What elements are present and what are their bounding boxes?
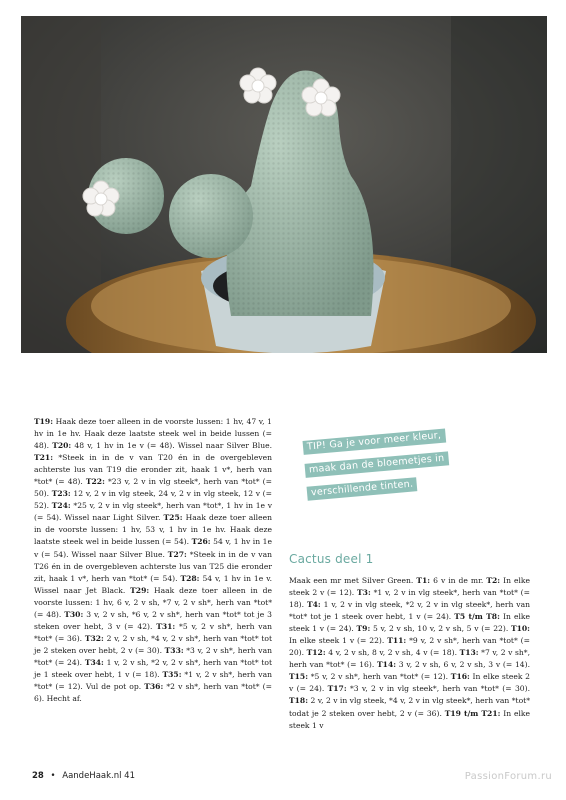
instruction-text: In elke steek 1 v (= 22). (289, 636, 388, 646)
round-label: T19 t/m T21: (444, 708, 501, 718)
instruction-text: Haak deze toer alleen in de voorste lussen: 1 hv, 6 v, 2 v sh, *7 v, 2 v sh*, herh van *tot* (= 48). (34, 585, 272, 619)
instruction-text: 4 v, 2 v sh, 8 v, 2 v sh, 4 v (= 18). (325, 648, 460, 658)
round-label: T5 t/m T8: (454, 612, 500, 622)
instruction-text: 54 v, 1 hv in 1e v. Wissel naar Jet Black. (34, 573, 272, 595)
instruction-text: 48 v, 1 hv in 1e v (= 48). Wissel naar Silver Blue. (71, 441, 272, 451)
instruction-text: 2 v, 2 v in vlg steek, *4 v, 2 v in vlg steek*, herh van *tot* todat je 2 steken over hebt, 2 v (= 36). (289, 696, 530, 718)
instructions-right-column (289, 575, 530, 732)
tip-line: maak dan de bloemetjes in (305, 451, 449, 477)
round-label: T4: (306, 600, 321, 610)
section-title: Cactus deel 1 (289, 552, 374, 566)
instruction-text: *9 v, 2 v sh*, herh van *tot* (= 20). (289, 636, 530, 658)
round-label: T26: (191, 537, 211, 547)
instruction-text: In elke steek 1 v (= 24). (289, 612, 530, 634)
round-label: T23: (51, 489, 71, 499)
magazine-name: AandeHaak.nl 41 (62, 771, 136, 781)
round-label: T14: (377, 660, 397, 670)
round-label: T20: (52, 441, 72, 451)
round-label: T2: (486, 576, 501, 585)
footer-bullet: • (50, 771, 56, 781)
page-number: 28 (32, 771, 44, 781)
round-label: T22: (85, 477, 105, 487)
tip-line: TIP! Ga je voor meer kleur, (303, 429, 446, 455)
round-label: T16: (450, 672, 470, 682)
instruction-text: 1 v, 2 v sh, *2 v, 2 v sh*, herh van *tot* tot je 1 steek over hebt, 1 v (= 18). (34, 657, 273, 679)
instruction-text: 12 v, 2 v in vlg steek, 24 v, 2 v in vlg steek, 12 v (= 52). (34, 489, 272, 511)
round-label: T25: (163, 513, 183, 523)
round-label: T32: (84, 633, 104, 643)
watermark: PassionForum.ru (464, 771, 552, 782)
instruction-text: *25 v, 2 v in vlg steek*, herh van *tot*, 1 hv in 1e v (= 54). Wissel naar Light Silver. (34, 501, 273, 523)
round-label: T21: (34, 453, 54, 463)
round-label: T29: (130, 585, 150, 595)
instruction-text: *3 v, 2 v sh*, herh van *tot* (= 24). (34, 645, 272, 667)
instruction-text: *Steek in in de v van T26 én in de overgebleven achterste lus van T25 die eronder zit, haak 1 v*, herh van *tot* (= 54). (34, 549, 272, 583)
round-label: T18: (289, 696, 309, 706)
round-label: T9: (356, 624, 371, 634)
instruction-text: 5 v, 2 v sh, 10 v, 2 v sh, 5 v (= 22). (370, 624, 511, 634)
instruction-text: 2 v, 2 v sh, *4 v, 2 v sh*, herh van *tot* tot je 2 steken over hebt, 2 v (= 30). (34, 633, 273, 655)
instruction-text: Maak een mr met Silver Green. (289, 576, 417, 585)
round-label: T12: (306, 648, 326, 658)
round-label: T17: (327, 684, 347, 694)
round-label: T35: (162, 669, 182, 679)
tip-callout (302, 429, 488, 499)
instructions-left-column (34, 416, 272, 705)
round-label: T13: (459, 648, 479, 658)
round-label: T33: (164, 645, 184, 655)
instruction-text: 3 v, 2 v sh, 6 v, 2 v sh, 3 v (= 14). (396, 660, 530, 670)
round-label: T19: (34, 417, 54, 426)
instruction-text: *5 v, 2 v sh*, herh van *tot* (= 36). (34, 621, 273, 643)
instruction-text: *2 v sh*, herh van *tot* (= 6). Hecht af. (34, 682, 272, 704)
instruction-text: In elke steek 2 v (= 24). (289, 672, 530, 694)
tip-line: verschillende tinten. (307, 477, 418, 501)
instruction-text: Haak deze toer alleen in de voorste lussen: 1 hv, 47 v, 1 hv in 1e hv. Haak deze laatste steek wel in beide lussen (= 48). (34, 417, 272, 451)
instruction-text: In elke steek 1 v (289, 708, 530, 730)
round-label: T30: (64, 609, 84, 619)
cactus-photo (21, 16, 547, 353)
instruction-text: *3 v, 2 v in vlg steek*, herh van *tot* (= 30). (346, 684, 530, 694)
instruction-text: *5 v, 2 v sh*, herh van *tot* (= 12). (308, 672, 451, 682)
instruction-text: *7 v, 2 v sh*, herh van *tot* (= 16). (289, 648, 531, 670)
round-label: T31: (156, 621, 176, 631)
round-label: T28: (180, 573, 200, 583)
round-label: T24: (51, 501, 71, 511)
instruction-text: Haak deze toer alleen in de voorste lussen: 1 hv, 53 v, 1 hv in 1e hv. Haak deze laatste steek wel in beide lussen (= 54). (34, 513, 272, 547)
round-label: T15: (289, 672, 309, 682)
instruction-text: *1 v, 2 v in vlg steek*, herh van *tot* (= 18). (289, 588, 530, 610)
instruction-text: 1 v, 2 v in vlg steek, *2 v, 2 v in vlg steek*, herh van *tot* tot je 1 steek over hebt, 1 v (= 24). (289, 600, 530, 622)
instruction-text: *Steek in in de v van T20 én in de overgebleven achterste lus van T19 die eronder zit, haak 1 v*, herh van *tot* (= 48). (34, 453, 272, 487)
instruction-text: *23 v, 2 v in vlg steek*, herh van *tot* (= 50). (34, 477, 273, 499)
instruction-text: *1 v, 2 v sh*, herh van *tot* (= 12). Vul de pot op. (34, 669, 272, 692)
round-label: T11: (387, 636, 407, 646)
round-label: T1: (416, 576, 431, 585)
instruction-text: 6 v in de mr. (430, 576, 487, 585)
page-footer (32, 771, 135, 781)
round-label: T3: (357, 588, 371, 598)
round-label: T34: (84, 657, 104, 667)
round-label: T36: (144, 682, 164, 692)
instruction-paragraph (289, 575, 530, 732)
instruction-text: In elke steek 2 v (= 12). (289, 576, 530, 598)
round-label: T10: (510, 624, 530, 634)
instruction-text: 3 v, 2 v sh, *6 v, 2 v sh*, herh van *tot* tot je 3 steken over hebt, 3 v (= 42). (34, 609, 272, 631)
round-label: T27: (167, 549, 187, 559)
instruction-text: 54 v, 1 hv in 1e v (= 54). Wissel naar Silver Blue. (34, 537, 272, 559)
instruction-paragraph (34, 416, 272, 705)
